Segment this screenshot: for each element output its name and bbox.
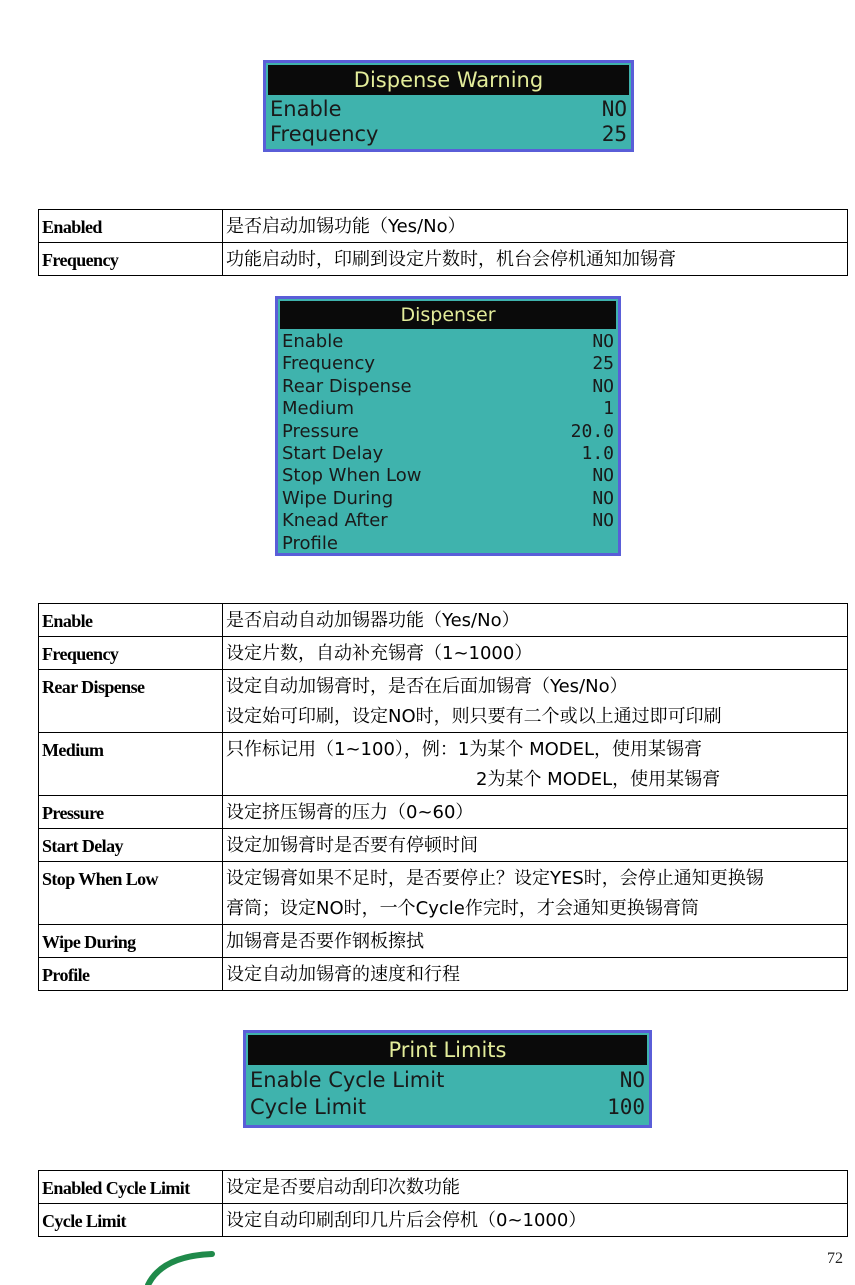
description-line: 设定加锡膏时是否要有停顿时间 [226, 835, 478, 856]
description-line: 2为某个 MODEL，使用某锡膏 [476, 769, 721, 790]
table-row [39, 243, 848, 276]
table-row [39, 829, 848, 862]
panel-row-frequency[interactable] [278, 353, 618, 375]
description-line: 设定片数，自动补充锡膏（1~1000） [226, 643, 533, 664]
row-value: NO [592, 465, 614, 487]
table-row [39, 925, 848, 958]
row-value: 20.0 [570, 420, 614, 442]
term-cell: Rear Dispense [39, 670, 223, 733]
term-cell: Pressure [39, 796, 223, 829]
panel-row-wipe-during[interactable] [278, 488, 618, 510]
dispenser-panel [275, 296, 621, 556]
page-number: 72 [827, 1250, 843, 1267]
term-cell: Start Delay [39, 829, 223, 862]
description-line: 设定锡膏如果不足时，是否要停止？设定YES时，会停止通知更换锡 [226, 868, 764, 889]
row-value: NO [592, 331, 614, 352]
description-cell [223, 862, 848, 925]
term-cell: Frequency [39, 243, 223, 276]
panel-title: Dispenser [280, 301, 616, 329]
table-row [39, 958, 848, 991]
term-cell: Enabled [39, 210, 223, 243]
term-cell: Wipe During [39, 925, 223, 958]
term-cell: Stop When Low [39, 862, 223, 925]
row-value: 1.0 [581, 442, 614, 464]
term-cell: Medium [39, 733, 223, 796]
row-label: Stop When Low [282, 465, 422, 487]
description-cell [223, 210, 848, 243]
table-row [39, 604, 848, 637]
description-line: 设定是否要启动刮印次数功能 [226, 1177, 460, 1198]
row-label: Frequency [270, 122, 379, 146]
row-value: NO [592, 487, 614, 509]
warning-description-table [38, 209, 848, 276]
panel-title: Dispense Warning [268, 65, 629, 95]
panel-row-enable[interactable] [266, 97, 631, 122]
row-value: NO [601, 97, 627, 121]
table-row [39, 862, 848, 925]
panel-row-profile[interactable] [278, 533, 618, 555]
description-cell [223, 604, 848, 637]
term-cell: Enabled Cycle Limit [39, 1171, 223, 1204]
table-row [39, 637, 848, 670]
row-label: Medium [282, 398, 354, 420]
description-line: 加锡膏是否要作钢板擦拭 [226, 931, 424, 952]
row-label: Knead After [282, 510, 388, 532]
panel-row-cycle-limit[interactable] [246, 1094, 649, 1121]
row-value: NO [619, 1068, 645, 1092]
description-line: 膏筒；设定NO时，一个Cycle作完时，才会通知更换锡膏筒 [226, 898, 699, 919]
row-label: Enable [282, 331, 344, 352]
row-value: 100 [607, 1095, 645, 1119]
description-cell [223, 243, 848, 276]
description-line: 设定自动加锡膏的速度和行程 [226, 964, 460, 985]
table-row [39, 796, 848, 829]
description-cell [223, 925, 848, 958]
row-label: Cycle Limit [250, 1095, 367, 1119]
panel-row-enable[interactable] [278, 331, 618, 353]
description-cell [223, 637, 848, 670]
panel-row-enable-cycle-limit[interactable] [246, 1067, 649, 1094]
term-cell: Profile [39, 958, 223, 991]
description-line: 功能启动时，印刷到设定片数时，机台会停机通知加锡膏 [226, 249, 676, 270]
row-label: Frequency [282, 353, 375, 375]
row-value: 25 [601, 122, 627, 146]
description-line: 只作标记用（1~100），例：1为某个 MODEL，使用某锡膏 [226, 739, 703, 760]
row-label: Enable Cycle Limit [250, 1068, 445, 1092]
dispense-warning-panel [263, 60, 634, 152]
row-value: 25 [592, 353, 614, 375]
description-line: 设定自动加锡膏时，是否在后面加锡膏（Yes/No） [226, 676, 628, 697]
panel-row-stop-when-low[interactable] [278, 465, 618, 487]
row-value: 1 [603, 398, 614, 420]
row-label: Enable [270, 97, 342, 121]
panel-row-knead-after[interactable] [278, 510, 618, 532]
row-label: Profile [282, 532, 338, 554]
description-line: 是否启动自动加锡器功能（Yes/No） [226, 610, 520, 631]
dispenser-description-table [38, 603, 848, 991]
row-value: NO [592, 375, 614, 397]
description-cell [223, 1171, 848, 1204]
description-line: 是否启动加锡功能（Yes/No） [226, 216, 466, 237]
description-line: 设定始可印刷，设定NO时，则只要有二个或以上通过即可印刷 [226, 706, 722, 727]
print-limits-description-table [38, 1170, 848, 1237]
description-line: 设定挤压锡膏的压力（0~60） [226, 802, 474, 823]
panel-row-frequency[interactable] [266, 122, 631, 147]
row-value: NO [592, 510, 614, 532]
panel-row-medium[interactable] [278, 398, 618, 420]
description-cell [223, 1204, 848, 1237]
table-row [39, 210, 848, 243]
description-cell [223, 733, 848, 796]
row-label: Wipe During [282, 487, 394, 509]
term-cell: Frequency [39, 637, 223, 670]
description-cell [223, 829, 848, 862]
row-label: Pressure [282, 420, 359, 442]
row-label: Start Delay [282, 442, 384, 464]
panel-title: Print Limits [248, 1035, 647, 1065]
print-limits-panel [243, 1030, 652, 1128]
panel-row-start-delay[interactable] [278, 443, 618, 465]
row-label: Rear Dispense [282, 375, 412, 397]
panel-row-rear-dispense[interactable] [278, 376, 618, 398]
panel-row-pressure[interactable] [278, 421, 618, 443]
term-cell: Cycle Limit [39, 1204, 223, 1237]
table-row [39, 1204, 848, 1237]
description-cell [223, 958, 848, 991]
description-cell [223, 796, 848, 829]
table-row [39, 1171, 848, 1204]
description-line: 设定自动印刷刮印几片后会停机（0~1000） [226, 1210, 587, 1231]
description-cell [223, 670, 848, 733]
table-row [39, 670, 848, 733]
table-row [39, 733, 848, 796]
term-cell: Enable [39, 604, 223, 637]
logo-icon [140, 1248, 220, 1285]
